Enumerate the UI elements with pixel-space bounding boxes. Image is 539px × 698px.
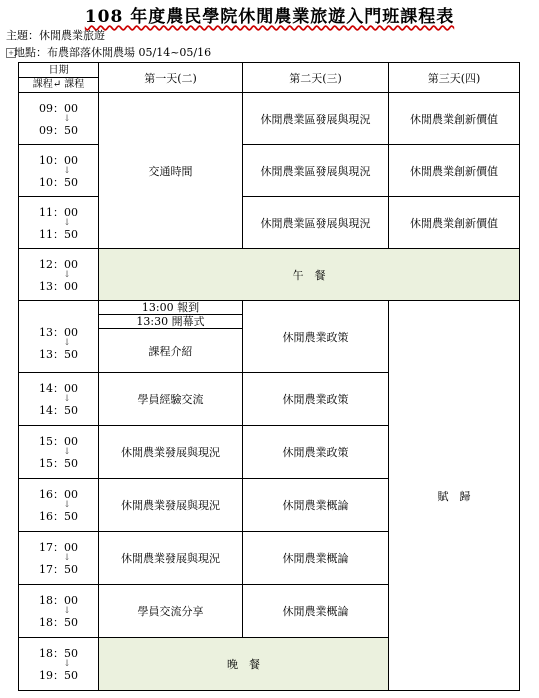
course-cell: 休閒農業創新價值	[389, 93, 520, 145]
course-cell: 休閒農業發展與現況	[99, 479, 243, 532]
table-move-handle-icon[interactable]: +	[6, 48, 16, 58]
time-end: 10：50	[39, 175, 78, 189]
course-cell: 休閒農業概論	[243, 585, 389, 638]
time-end: 13：50	[39, 347, 78, 361]
table-header-row	[19, 63, 520, 93]
course-cell: 休閒農業區發展與現況	[243, 93, 389, 145]
time-cell	[19, 373, 99, 426]
course-cell: 休閒農業發展與現況	[99, 532, 243, 585]
time-end: 17：50	[39, 563, 78, 576]
course-cell: 休閒農業發展與現況	[99, 426, 243, 479]
course-cell: 休閒農業概論	[243, 479, 389, 532]
down-arrow-icon: ↓	[63, 606, 71, 616]
time-start: 18：50	[39, 647, 78, 660]
checkin-cell: 13:00 報到	[99, 301, 243, 315]
down-arrow-icon: ↓	[63, 394, 71, 404]
corner-cell	[19, 63, 99, 93]
location-line: 地點：布農部落休閒農場 05/14~05/16	[14, 46, 212, 59]
down-arrow-icon: ↓	[63, 337, 71, 348]
course-cell: 休閒農業概論	[243, 532, 389, 585]
down-arrow-icon: ↓	[63, 217, 71, 228]
time-cell	[19, 532, 99, 585]
time-start: 11：00	[39, 205, 78, 219]
table-row	[19, 249, 520, 301]
time-cell	[19, 585, 99, 638]
table-row	[19, 301, 520, 315]
table-row	[19, 93, 520, 145]
down-arrow-icon: ↓	[63, 165, 71, 176]
down-arrow-icon: ↓	[63, 269, 71, 280]
down-arrow-icon: ↓	[63, 447, 71, 457]
table-row	[19, 145, 520, 197]
lunch-cell: 午 餐	[99, 249, 520, 301]
time-start: 14：00	[39, 382, 78, 395]
time-start: 17：00	[39, 541, 78, 554]
time-end: 19：50	[39, 669, 78, 682]
course-intro-cell: 課程介紹	[99, 329, 243, 373]
transport-cell: 交通時間	[99, 93, 243, 249]
down-arrow-icon: ↓	[63, 113, 71, 124]
time-end: 16：50	[39, 510, 78, 523]
course-cell: 休閒農業區發展與現況	[243, 197, 389, 249]
course-cell: 學員交流分享	[99, 585, 243, 638]
time-end: 09：50	[39, 123, 78, 137]
time-cell	[19, 249, 99, 301]
course-cell: 休閒農業政策	[243, 301, 389, 373]
time-cell	[19, 479, 99, 532]
course-cell: 休閒農業創新價值	[389, 197, 520, 249]
course-cell: 休閒農業創新價值	[389, 145, 520, 197]
opening-cell: 13:30 開幕式	[99, 315, 243, 329]
day3-header: 第三天(四)	[389, 63, 520, 93]
course-cell: 休閒農業政策	[243, 373, 389, 426]
subject-line: 主題：休閒農業旅遊	[6, 29, 105, 42]
time-cell	[19, 197, 99, 249]
time-cell	[19, 301, 99, 373]
time-end: 15：50	[39, 457, 78, 470]
down-arrow-icon: ↓	[63, 500, 71, 510]
schedule-table	[18, 62, 520, 691]
corner-course-label: 課程↵ 課程	[32, 79, 85, 90]
return-home-cell: 賦 歸	[389, 301, 520, 691]
time-start: 15：00	[39, 435, 78, 448]
day1-header: 第一天(二)	[99, 63, 243, 93]
time-start: 16：00	[39, 488, 78, 501]
time-start: 12：00	[39, 257, 78, 271]
course-cell: 休閒農業政策	[243, 426, 389, 479]
page-title: 108 年度農民學院休閒農業旅遊入門班課程表	[84, 7, 455, 27]
corner-date-label: 日期	[19, 64, 98, 78]
dinner-cell: 晚 餐	[99, 638, 389, 691]
time-start: 10：00	[39, 153, 78, 167]
time-end: 11：50	[39, 227, 78, 241]
table-row	[19, 197, 520, 249]
time-end: 14：50	[39, 404, 78, 417]
down-arrow-icon: ↓	[63, 659, 71, 669]
time-start: 09：00	[39, 101, 78, 115]
time-start: 18：00	[39, 594, 78, 607]
time-cell	[19, 145, 99, 197]
course-cell: 學員經驗交流	[99, 373, 243, 426]
time-cell	[19, 638, 99, 691]
time-end: 13：00	[39, 279, 78, 293]
day2-header: 第二天(三)	[243, 63, 389, 93]
time-cell	[19, 426, 99, 479]
down-arrow-icon: ↓	[63, 553, 71, 563]
time-cell	[19, 93, 99, 145]
time-start: 13：00	[39, 325, 78, 339]
time-end: 18：50	[39, 616, 78, 629]
course-cell: 休閒農業區發展與現況	[243, 145, 389, 197]
